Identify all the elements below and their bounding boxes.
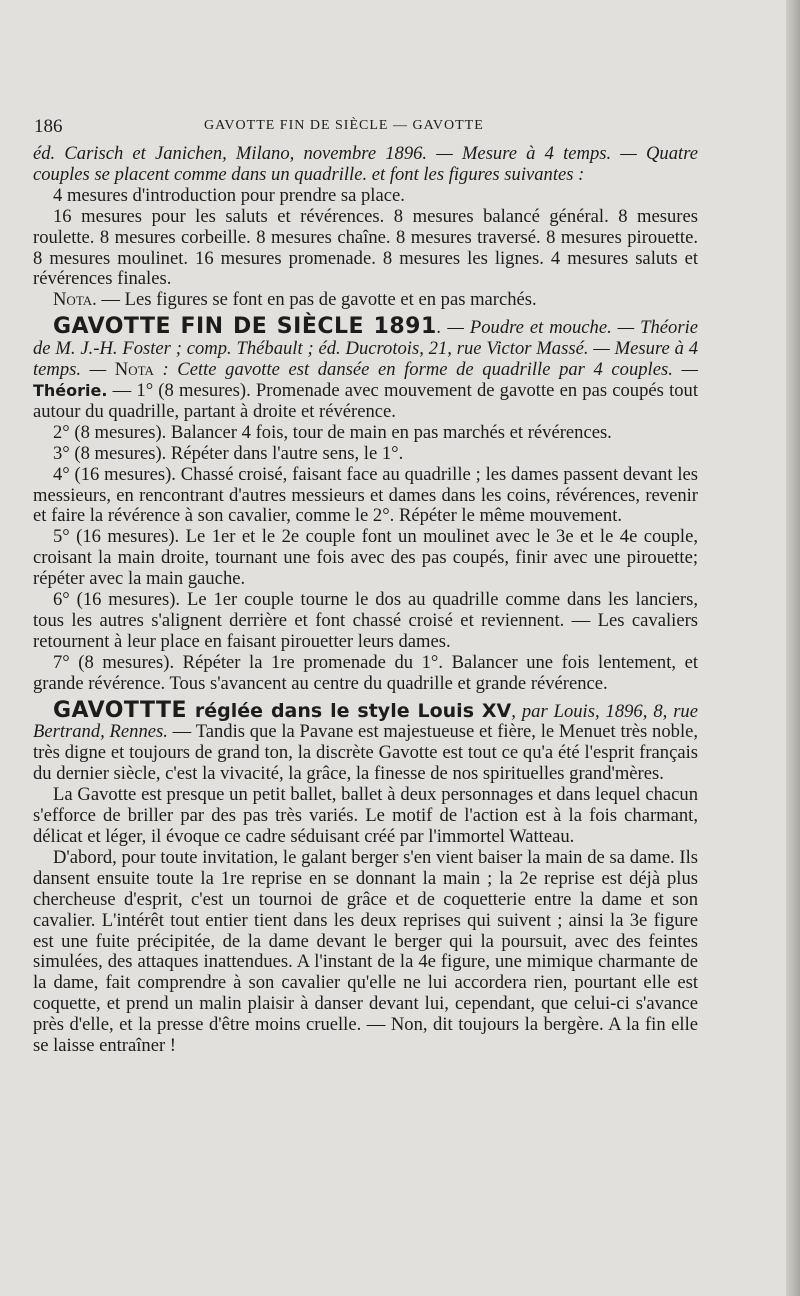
figure-6: 6° (16 mesures). Le 1er couple tourne le dos au quadrille comme dans les lanciers, tous les autres s'alignent derrière et font chassé croisé et reviennent. — Les cavaliers retournent à leur place en faisant pirouetter leurs dames. <box>33 589 698 652</box>
figure-2: 2° (8 mesures). Balancer 4 fois, tour de main en pas marchés et révérences. <box>53 421 612 443</box>
running-title: GAVOTTE FIN DE SIÈCLE — GAVOTTE <box>204 118 484 133</box>
paragraph-intro: éd. Carisch et Janichen, Milano, novembre 1896. — Mesure à 4 temps. — Quatre couples se placent comme dans un quadrille. et font les figures suivantes : <box>33 143 698 185</box>
paragraph-nota: Nota. — Les figures se font en pas de gavotte et en pas marchés. <box>53 289 537 311</box>
paragraph-petit-ballet: La Gavotte est presque un petit ballet, ballet à deux personnages et dans lequel chacun s'efforce de briller par des pas très variés. Le motif de l'action est à la fois charmant, délicat et léger, il évoque ce cadre séduisant créé par l'immortel Watteau. <box>33 784 698 847</box>
paragraph-measures-list: 16 mesures pour les saluts et révérences. 8 mesures balancé général. 8 mesures roulette. 8 mesures corbeille. 8 mesures chaîne. 8 mesures traversé. 8 mesures pirouette. 8 mesures moulinet. 16 mesures promenade. 8 mesures les lignes. 4 mesures saluts et révérences finales. <box>33 205 698 290</box>
section-title: GAVOTTE FIN DE SIÈCLE 1891 <box>53 314 437 340</box>
paragraph-invitation: D'abord, pour toute invitation, le galant berger s'en vient baiser la main de sa dame. Ils dansent ensuite toute la 1re reprise en se donnant la main ; la 2e reprise est déjà plus chercheuse d'esprit, c'est un tournoi de grâce et de coquetterie entre la dame et son cavalier. L'intérêt tout entier tient dans les deux reprises qui suivent ; ainsi la 3e figure est une fuite précipitée, de la dame devant le berger qui la poursuit, avec des feintes simulées, des attaques inattendues. A l'instant de la 4e figure, une mimique charmante de la dame, fait comprendre à son cavalier qu'elle ne lui accordera rien, pourtant elle est coquette, et prend un malin plaisir à danser devant lui, cependant, que celui-ci s'avance près d'elle, et la presse d'être moins cruelle. — Non, dit toujours la bergère. A la fin elle se laisse entraîner ! <box>33 846 698 1057</box>
figure-5: 5° (16 mesures). Le 1er et le 2e couple font un moulinet avec le 3e et le 4e couple, croisant la main droite, tournant une fois avec des pas coupés, finir avec une pirouette; répéter avec la main gauche. <box>33 526 698 590</box>
section-subtitle: réglée dans le style Louis XV <box>187 699 512 722</box>
page-number: 186 <box>34 116 63 137</box>
figure-7: 7° (8 mesures). Répéter la 1re promenade du 1°. Balancer une fois lentement, et grande révérence. Tous s'avancent au centre du quadrille et grande révérence. <box>33 651 698 694</box>
nota-label: Nota. <box>53 289 97 311</box>
figure-3: 3° (8 mesures). Répéter dans l'autre sens, le 1°. <box>53 442 404 464</box>
figure-4: 4° (16 mesures). Chassé croisé, faisant face au quadrille ; les dames passent devant les messieurs, en rencontrant d'autres messieurs et dames dans les coins, révérences, revenir et faire la révérence à son cavalier, comme le 2°. Répéter le même mouvement. <box>33 463 698 527</box>
section-title: GAVOTTTE <box>53 697 187 723</box>
page-body <box>33 144 698 1057</box>
page-edge <box>786 0 800 1296</box>
section-gavotte-louis-xv: GAVOTTTE réglée dans le style Louis XV, par Louis, 1896, 8, rue Bertrand, Rennes. — Tandis que la Pavane est majestueuse et fière, le Menuet très noble, très digne et toujours de grand ton, la discrète Gavotte est tout ce qu'a été l'esprit français du dernier siècle, c'est la vivacité, la grâce, la finesse de nos spirituelles grand'mères. <box>33 697 699 785</box>
paragraph-introduction-measures: 4 mesures d'introduction pour prendre sa place. <box>53 184 405 206</box>
section-gavotte-fin-de-siecle: GAVOTTE FIN DE SIÈCLE 1891. — Poudre et mouche. — Théorie de M. J.-H. Foster ; comp. Thébault ; éd. Ducrotois, 21, rue Victor Massé. — Mesure à 4 temps. — Nota : Cette gavotte est dansée en forme de quadrille par 4 couples. — Théorie. — 1° (8 mesures). Promenade avec mouvement de gavotte en pas coupés tout autour du quadrille, partant à droite et révérence. <box>33 314 699 422</box>
